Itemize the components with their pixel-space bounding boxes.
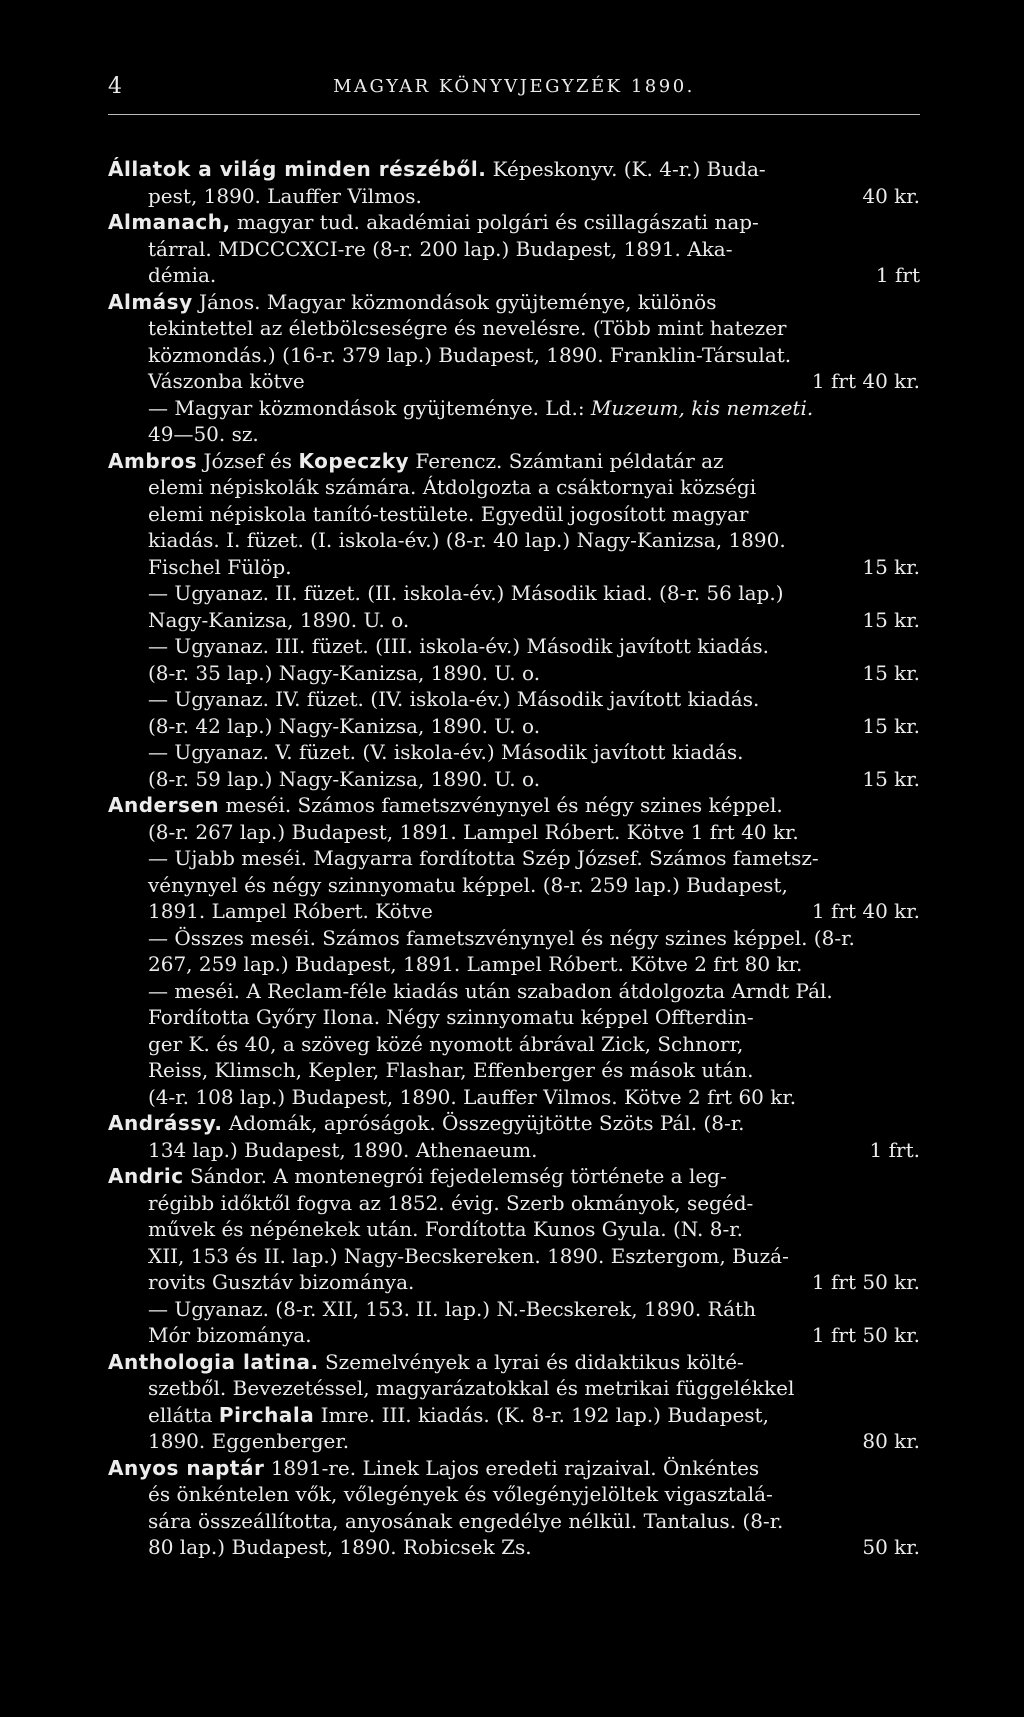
entry-text: vénynyel és négy szinnyomatu képpel. (8-r. 259 lap.) Budapest, [148, 872, 788, 897]
catalog-line [108, 686, 920, 713]
entry-text: 267, 259 lap.) Budapest, 1891. Lampel Róbert. Kötve 2 frt 80 kr. [148, 952, 803, 976]
catalog-line [108, 395, 920, 422]
line-text [148, 1375, 794, 1402]
catalog-line [108, 156, 920, 183]
line-text [148, 1428, 349, 1455]
line-text [148, 766, 540, 793]
entry-text: József és [197, 448, 299, 473]
entry-block [108, 156, 920, 1561]
entry-text: 49—50. sz. [148, 422, 259, 446]
entry-crossref: Muzeum, kis nemzeti. [584, 395, 814, 420]
entry-text: — Ugyanaz. IV. füzet. (IV. iskola-év.) Második javított kiadás. [148, 687, 760, 711]
line-text [148, 262, 216, 289]
line-text [148, 1322, 312, 1349]
catalog-line [108, 1031, 920, 1058]
page-number: 4 [108, 74, 122, 99]
catalog-line [108, 554, 920, 581]
catalog-line [108, 1137, 920, 1164]
line-text [148, 342, 791, 369]
catalog-line [108, 1216, 920, 1243]
line-text [148, 580, 784, 607]
line-text [148, 978, 833, 1005]
entry-price: 1 frt 40 kr. [811, 899, 920, 923]
entry-text: Fischel Fülöp. [148, 554, 292, 579]
line-text [148, 1269, 414, 1296]
catalog-line [108, 1481, 920, 1508]
entry-price: 40 kr. [862, 183, 920, 208]
line-text [148, 501, 748, 528]
line-text [148, 1057, 753, 1084]
entry-text: Nagy-Kanizsa, 1890. U. o. [148, 607, 410, 632]
entry-text: művek és népénekek után. Fordította Kunos Gyula. (N. 8-r. [148, 1217, 743, 1241]
entry-text: rovits Gusztáv bizománya. [148, 1270, 415, 1294]
line-text [148, 819, 799, 846]
catalog-line [108, 792, 920, 819]
entry-heading: Almanach, [108, 210, 231, 234]
line-text [148, 1190, 753, 1217]
line-text [148, 845, 819, 872]
catalog-line [108, 872, 920, 899]
line-text [148, 1216, 743, 1243]
line-text [148, 368, 305, 395]
entry-text: kiadás. I. füzet. (I. iskola-év.) (8-r. 40 lap.) Nagy-Kanizsa, 1890. [148, 528, 786, 552]
entry-text-continued: Imre. III. kiadás. (K. 8-r. 192 lap.) Budapest, [314, 1402, 769, 1427]
line-text [148, 315, 786, 342]
line-text [108, 1455, 759, 1482]
entry-text: (8-r. 42 lap.) Nagy-Kanizsa, 1890. U. o. [148, 713, 541, 738]
line-text [108, 1163, 727, 1190]
catalog-line [108, 501, 920, 528]
entry-text: sára összeállította, anyosának engedélye nélkül. Tantalus. (8-r. [148, 1508, 784, 1533]
entry-text: ellátta [148, 1402, 219, 1427]
entry-text: elemi népiskolák számára. Átdolgozta a csáktornyai községi [148, 475, 757, 499]
catalog-line [108, 713, 920, 740]
line-text [148, 872, 788, 899]
catalog-line [108, 1508, 920, 1535]
entry-heading: Andric [108, 1164, 184, 1188]
catalog-line [108, 1428, 920, 1455]
entry-text: magyar tud. akadémiai polgári és csillagászati nap- [230, 210, 759, 234]
catalog-line [108, 1057, 920, 1084]
entry-text: (4-r. 108 lap.) Budapest, 1890. Lauffer Vilmos. Kötve 2 frt 60 kr. [148, 1084, 797, 1109]
line-text [108, 448, 724, 475]
entry-text: démia. [148, 263, 217, 287]
entry-text: közmondás.) (16-r. 379 lap.) Budapest, 1890. Franklin-Társulat. [148, 342, 792, 367]
line-text [148, 1481, 773, 1508]
catalog-line [108, 633, 920, 660]
catalog-line [108, 580, 920, 607]
line-text [148, 1243, 789, 1270]
entry-price: 15 kr. [862, 607, 920, 632]
entry-text: — Ugyanaz. (8-r. XII, 153. II. lap.) N.-Becskerek, 1890. Ráth [148, 1296, 756, 1321]
line-text [148, 686, 759, 713]
catalog-line [108, 448, 920, 475]
entry-text: 134 lap.) Budapest, 1890. Athenaeum. [148, 1137, 538, 1162]
line-text [148, 739, 744, 766]
catalog-line [108, 368, 920, 395]
entry-heading: Ambros [108, 448, 198, 473]
catalog-line [108, 527, 920, 554]
entry-text: (8-r. 59 lap.) Nagy-Kanizsa, 1890. U. o. [148, 766, 541, 791]
line-text [148, 1296, 756, 1323]
entry-text: Sándor. A montenegrói fejedelemség története a leg- [183, 1164, 727, 1188]
entry-heading: Anyos naptár [108, 1455, 265, 1480]
line-text [148, 713, 540, 740]
line-text [148, 925, 855, 952]
entry-text: régibb időktől fogva az 1852. évig. Szerb okmányok, segéd- [148, 1190, 754, 1215]
catalog-line [108, 1349, 920, 1376]
line-text [108, 156, 766, 183]
entry-text: és önkéntelen vők, vőlegények és vőlegényjelöltek vigasztalá- [148, 1482, 773, 1506]
line-text [108, 1110, 744, 1137]
line-text [148, 236, 733, 263]
catalog-line [108, 1296, 920, 1323]
entry-price: 15 kr. [862, 660, 920, 685]
catalog-line [108, 209, 920, 236]
entry-price: 1 frt. [869, 1137, 920, 1162]
catalog-line [108, 660, 920, 687]
line-text [148, 1004, 754, 1031]
running-title: MAGYAR KÖNYVJEGYZÉK 1890. [333, 76, 695, 97]
line-text [148, 421, 259, 448]
line-text [108, 289, 716, 316]
entry-text: szetből. Bevezetéssel, magyarázatokkal és metrikai függelékkel [148, 1376, 795, 1400]
entry-text: Vászonba kötve [148, 369, 305, 393]
entry-heading: Andersen [108, 793, 220, 817]
catalog-line [108, 474, 920, 501]
line-text [148, 554, 292, 581]
entry-heading-secondary: Pirchala [218, 1402, 315, 1427]
entry-text: Képeskonyv. (K. 4-r.) Buda- [486, 157, 766, 181]
entry-text: 1891-re. Linek Lajos eredeti rajzaival. Önkéntes [264, 1455, 760, 1480]
entry-text: tárral. MDCCCXCI-re (8-r. 200 lap.) Budapest, 1891. Aka- [148, 236, 733, 261]
entry-text: János. Magyar közmondások gyüjteménye, különös [192, 289, 717, 314]
entry-text: elemi népiskola tanító-testülete. Egyedül jogosított magyar [148, 501, 749, 526]
catalog-line [108, 236, 920, 263]
entry-text: 1890. Eggenberger. [148, 1429, 350, 1453]
line-text [148, 898, 433, 925]
page-header [108, 74, 920, 106]
entry-text: — Ugyanaz. V. füzet. (V. iskola-év.) Második javított kiadás. [148, 740, 744, 764]
entry-text: XII, 153 és II. lap.) Nagy-Becskereken. 1890. Esztergom, Buzá- [148, 1243, 789, 1268]
catalog-line [108, 819, 920, 846]
line-text [148, 1508, 783, 1535]
entry-text: — Ujabb meséi. Magyarra fordította Szép József. Számos fametsz- [148, 846, 819, 870]
catalog-line [108, 289, 920, 316]
catalog-line [108, 1243, 920, 1270]
entry-price: 15 kr. [862, 766, 920, 791]
entry-text-continued: Ferencz. Számtani példatár az [409, 448, 724, 473]
catalog-line [108, 607, 920, 634]
entry-text: ger K. és 40, a szöveg közé nyomott ábrával Zick, Schnorr, [148, 1031, 744, 1056]
line-text [148, 527, 786, 554]
catalog-line [108, 1402, 920, 1429]
catalog-line [108, 262, 920, 289]
entry-text: Adomák, apróságok. Összegyüjtötte Szöts Pál. (8-r. [222, 1111, 745, 1135]
entry-text: Fordította Győry Ilona. Négy szinnyomatu képpel Offterdin- [148, 1005, 754, 1029]
entry-heading: Anthologia latina. [108, 1349, 319, 1374]
catalog-line [108, 739, 920, 766]
entry-price: 15 kr. [862, 713, 920, 738]
catalog-line [108, 1534, 920, 1561]
line-text [108, 209, 759, 236]
header-rule [108, 114, 920, 115]
line-text [148, 183, 422, 210]
catalog-line [108, 925, 920, 952]
line-text [148, 1402, 769, 1429]
catalog-line [108, 951, 920, 978]
catalog-line [108, 183, 920, 210]
catalog-line [108, 342, 920, 369]
entry-heading: Állatok a világ minden részéből. [108, 157, 487, 181]
entry-text: meséi. Számos fametszvénynyel és négy szines képpel. [219, 793, 783, 817]
entry-price: 1 frt 50 kr. [811, 1323, 920, 1347]
entry-heading: Almásy [108, 289, 193, 314]
catalog-line [108, 1163, 920, 1190]
line-text [148, 395, 813, 422]
entry-price: 80 kr. [862, 1429, 920, 1453]
entry-text: — Ugyanaz. II. füzet. (II. iskola-év.) Második kiad. (8-r. 56 lap.) [148, 581, 784, 605]
catalog-line [108, 845, 920, 872]
catalog-entries [108, 156, 920, 1561]
entry-text: — Ugyanaz. III. füzet. (III. iskola-év.) Második javított kiadás. [148, 634, 770, 658]
entry-text: — Magyar közmondások gyüjteménye. Ld.: [148, 395, 585, 420]
catalog-line [108, 1375, 920, 1402]
catalog-line [108, 1322, 920, 1349]
line-text [148, 951, 802, 978]
entry-text: Szemelvények a lyrai és didaktikus költé- [318, 1349, 744, 1374]
entry-price: 1 frt 40 kr. [811, 369, 920, 393]
entry-text: — meséi. A Reclam-féle kiadás után szabadon átdolgozta Arndt Pál. [148, 978, 833, 1003]
line-text [148, 1084, 796, 1111]
line-text [148, 660, 540, 687]
line-text [148, 1534, 532, 1561]
catalog-line [108, 315, 920, 342]
entry-text: 80 lap.) Budapest, 1890. Robicsek Zs. [148, 1535, 532, 1559]
entry-price: 50 kr. [862, 1535, 920, 1559]
entry-heading: Andrássy. [108, 1111, 223, 1135]
catalog-line [108, 1084, 920, 1111]
line-text [148, 633, 769, 660]
entry-price: 1 frt [875, 263, 920, 287]
line-text [148, 474, 756, 501]
entry-heading-secondary: Kopeczky [298, 448, 410, 473]
entry-text: (8-r. 267 lap.) Budapest, 1891. Lampel Róbert. Kötve 1 frt 40 kr. [148, 819, 799, 844]
entry-text: 1891. Lampel Róbert. Kötve [148, 899, 433, 923]
catalog-line [108, 766, 920, 793]
entry-text: — Összes meséi. Számos fametszvénynyel és négy szines képpel. (8-r. [148, 925, 855, 950]
catalog-line [108, 1269, 920, 1296]
entry-text: pest, 1890. Lauffer Vilmos. [148, 183, 422, 208]
catalog-line [108, 421, 920, 448]
catalog-line [108, 1455, 920, 1482]
catalog-line [108, 1110, 920, 1137]
line-text [108, 792, 783, 819]
catalog-line [108, 898, 920, 925]
line-text [148, 607, 409, 634]
catalog-line [108, 1004, 920, 1031]
entry-text: (8-r. 35 lap.) Nagy-Kanizsa, 1890. U. o. [148, 660, 541, 685]
entry-price: 1 frt 50 kr. [811, 1270, 920, 1294]
entry-text: Mór bizománya. [148, 1323, 312, 1347]
line-text [148, 1031, 743, 1058]
entry-price: 15 kr. [862, 554, 920, 579]
line-text [108, 1349, 744, 1376]
catalog-line [108, 978, 920, 1005]
entry-text: tekintettel az életbölcseségre és nevelésre. (Több mint hatezer [148, 316, 787, 340]
entry-text: Reiss, Klimsch, Kepler, Flashar, Effenberger és mások után. [148, 1058, 754, 1082]
catalog-line [108, 1190, 920, 1217]
line-text [148, 1137, 537, 1164]
